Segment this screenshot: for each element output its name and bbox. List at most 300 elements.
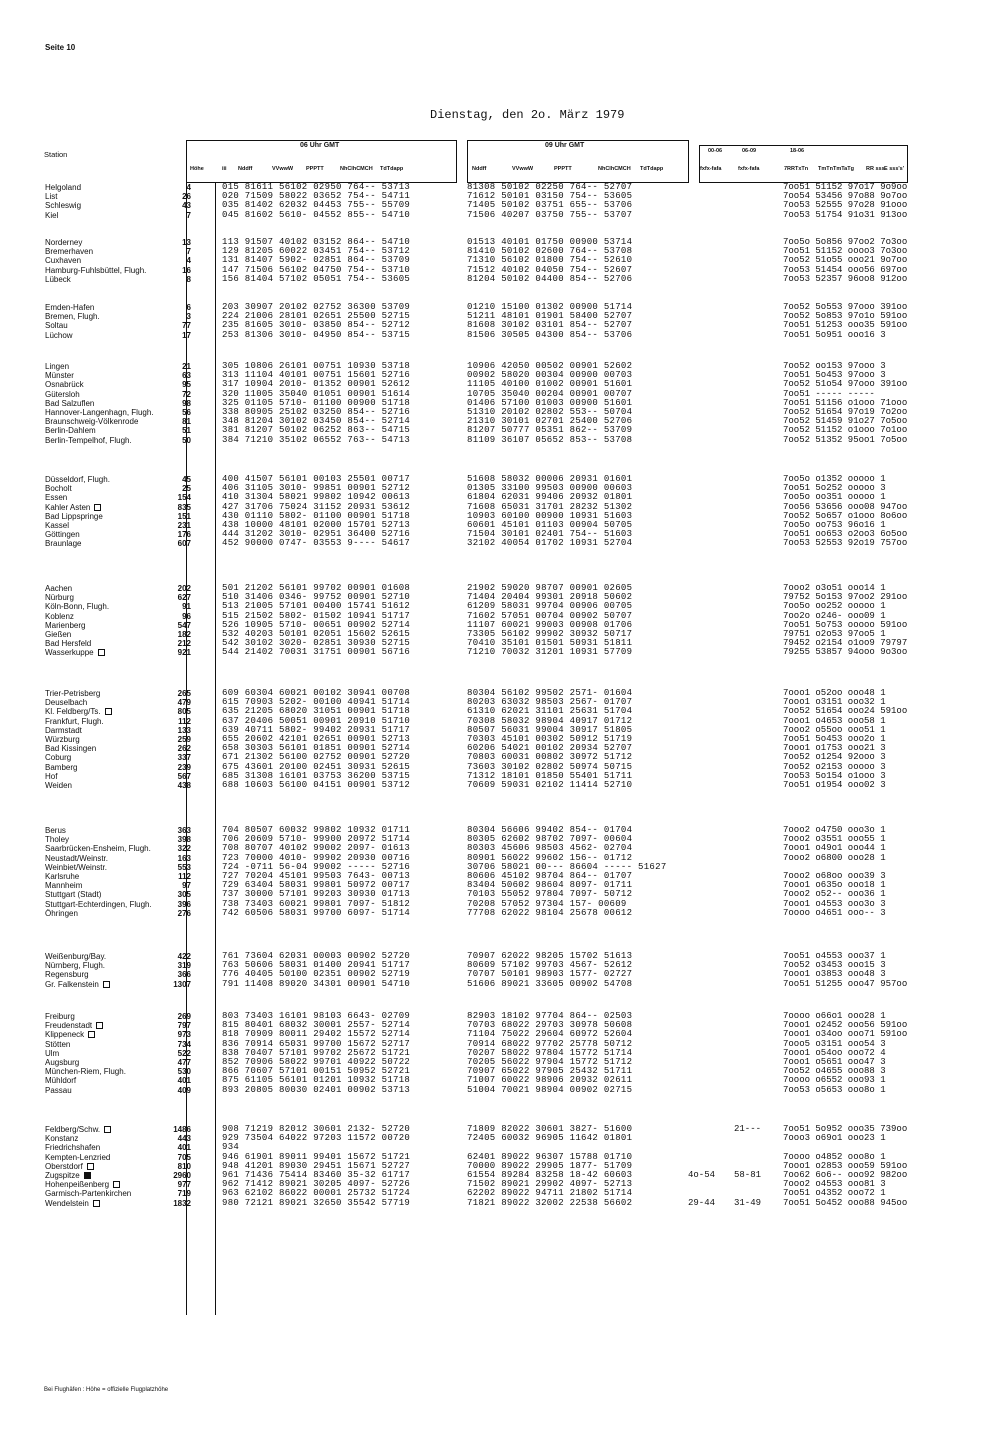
extra-18-06-values: 7oo51 o1954 ooo02 3: [783, 779, 886, 790]
station-altitude: 705: [177, 1152, 191, 1162]
station-name: [45, 521, 69, 530]
extra-18-06-values: 79255 53857 94ooo 9o3oo: [783, 647, 908, 658]
obs-06-gmt: 338 80905 25102 03250 854-- 52716: [222, 406, 411, 417]
station-name-text: Bocholt: [45, 484, 72, 494]
station-name-text: Bremerhaven: [45, 247, 94, 257]
col06-nddff: Nddff: [238, 166, 253, 172]
obs-06-gmt: 348 81204 30102 03450 854-- 52714: [222, 416, 411, 427]
station-name-text: Freudenstadt: [45, 1021, 93, 1031]
extra-sub-1: fxfx-fafa: [700, 166, 722, 172]
obs-06-gmt: 113 91507 40102 03152 864-- 54710: [222, 237, 411, 247]
open-square-marker: [105, 708, 112, 715]
station-name: [45, 980, 110, 989]
station-altitude: 977: [177, 1180, 191, 1190]
station-name: [45, 970, 89, 979]
obs-06-gmt: 325 01105 5710- 01100 00900 51718: [222, 397, 411, 408]
station-name-text: Stuttgart (Stadt): [45, 890, 102, 900]
station-name-text: Kiel: [45, 210, 59, 220]
obs-09-gmt: 70907 62022 98205 15702 51613: [467, 951, 633, 961]
station-altitude: 21: [182, 362, 191, 371]
obs-09-gmt: 01305 33100 99503 00900 00603: [467, 483, 633, 494]
station-name-text: Augsburg: [45, 1057, 80, 1067]
obs-06-gmt: 685 31308 16101 03753 36200 53715: [222, 770, 411, 781]
station-altitude: 202: [177, 584, 191, 593]
station-name: [45, 872, 79, 881]
open-square-marker: [98, 649, 105, 656]
station-name: [45, 648, 105, 657]
extra-06-09: 06-09: [742, 148, 757, 154]
obs-06-gmt: 203 30907 20102 02752 36300 53709: [222, 302, 411, 312]
open-square-marker: [88, 1031, 95, 1038]
station-name: [45, 763, 77, 772]
extra-18-06-values: 7oo56 53656 ooo08 947oo: [783, 501, 908, 512]
station-name: [45, 201, 81, 210]
block09-title: 09 Uhr GMT: [545, 142, 585, 149]
station-marker: [99, 980, 110, 989]
station-altitude: 81: [182, 417, 191, 427]
obs-06-gmt: 761 73604 62031 00003 00902 52720: [222, 951, 411, 961]
extra-18-06-values: 7oo5o oo753 96o16 1: [783, 519, 886, 530]
station-altitude: 734: [177, 1039, 191, 1049]
station-name: [45, 390, 80, 399]
station-name: [45, 256, 81, 265]
station-name-text: Kempten-Lenzried: [45, 1152, 111, 1162]
obs-06-gmt: 704 80507 60032 99802 10932 01711: [222, 825, 411, 835]
station-name-text: Lübeck: [45, 274, 71, 284]
extra-18-06-values: 7ooo2 o4750 ooo3o 1: [783, 825, 886, 835]
station-name: [45, 1076, 76, 1085]
station-altitude: 835: [177, 502, 191, 512]
station-name-text: Berlin-Tempelhof, Flugh.: [45, 435, 132, 445]
obs-06-gmt: 045 81602 5610- 04552 855-- 54710: [222, 209, 411, 220]
obs-09-gmt: 71502 89021 29902 4097- 52713: [467, 1179, 633, 1190]
station-altitude: 805: [177, 707, 191, 717]
station-altitude: 1486: [173, 1125, 191, 1134]
obs-09-gmt: 60206 54021 00102 20934 52707: [467, 743, 633, 754]
station-name-text: Braunschweig-Völkenrode: [45, 417, 139, 427]
station-name-text: Koblenz: [45, 611, 74, 621]
obs-09-gmt: 70914 68022 97702 25778 50712: [467, 1038, 633, 1049]
obs-06-gmt: 875 61105 56101 01201 10932 51718: [222, 1075, 411, 1086]
station-group: [0, 303, 1000, 340]
extra-18-06-values: 7oo53 o5653 ooo8o 1: [783, 1084, 886, 1095]
station-name: [45, 961, 105, 970]
obs-09-gmt: 81308 50102 02250 764-- 52707: [467, 182, 633, 192]
obs-06-gmt: 893 20805 80030 02401 00902 53713: [222, 1084, 411, 1095]
extra-18-06-values: 7ooo1 o635o ooo18 1: [783, 880, 886, 891]
extra-18-06-values: 7oo5o oo351 ooooo 1: [783, 492, 886, 503]
table-row: [0, 909, 1000, 918]
obs-09-gmt: 70303 45101 00302 50912 51719: [467, 733, 633, 744]
col06-td: TdTdapp: [380, 166, 404, 172]
station-group: [0, 584, 1000, 658]
station-altitude: 438: [177, 780, 191, 790]
obs-09-gmt: 80507 56031 99004 30917 51805: [467, 724, 633, 735]
extra-18-06-values: 7oo52 5o553 97ooo 391oo: [783, 302, 908, 312]
station-name-text: Mühldorf: [45, 1076, 77, 1086]
extra-18-06-values: 7ooo5 o3151 ooo54 3: [783, 1038, 886, 1049]
station-altitude: 176: [177, 530, 191, 540]
station-altitude: 50: [182, 435, 191, 445]
station-altitude: 547: [177, 620, 191, 630]
col-iii: iii: [222, 166, 227, 172]
obs-09-gmt: 71809 82022 30601 3827- 51600: [467, 1124, 633, 1134]
station-marker: [80, 1171, 91, 1180]
station-name-text: List: [45, 192, 58, 202]
station-name-text: Bad Kissingen: [45, 744, 97, 754]
extra-18-06-values: 7oooo o4651 ooo-- 3: [783, 907, 886, 918]
obs-09-gmt: 51211 48101 01901 58400 52707: [467, 311, 633, 322]
station-altitude: 553: [177, 862, 191, 872]
station-name: [45, 881, 82, 890]
station-name: [45, 602, 109, 611]
extra-18-06-values: 7oo51 5o252 ooooo 3: [783, 483, 886, 494]
table-row: [0, 1086, 1000, 1095]
extra-18-06-values: 7oo5o 5o856 97oo2 7o3oo: [783, 237, 908, 247]
obs-06-gmt: 962 71412 89021 30205 4097- 52726: [222, 1179, 411, 1190]
station-name-text: Ulm: [45, 1048, 60, 1058]
station-altitude: 567: [177, 771, 191, 781]
col09-td: TdTdapp: [640, 166, 664, 172]
station-name-text: Kl. Feldberg/Ts.: [45, 707, 101, 717]
station-marker: [84, 1030, 95, 1039]
station-altitude: 363: [177, 826, 191, 835]
station-name-text: Garmisch-Partenkirchen: [45, 1189, 132, 1199]
obs-09-gmt: 70207 58022 97804 15772 51714: [467, 1047, 633, 1058]
extra-18-06-values: 7oo53 52555 97o28 91ooo: [783, 200, 908, 211]
extra-18-06-values: 7oo51 o4553 ooo37 1: [783, 951, 886, 961]
obs-09-gmt: 21902 59020 98707 00901 02605: [467, 583, 633, 593]
station-altitude: 7: [186, 247, 191, 257]
table-row: [0, 1199, 1000, 1208]
station-name: [45, 539, 81, 548]
station-name: [45, 639, 91, 648]
obs-09-gmt: 70410 35101 01501 50931 51811: [467, 638, 633, 649]
station-name: [45, 1189, 131, 1198]
station-altitude: 1307: [173, 979, 191, 989]
obs-06-gmt: 406 31105 3010- 99851 00901 52712: [222, 483, 411, 494]
station-altitude: 7: [186, 210, 191, 220]
obs-09-gmt: 10903 60100 00900 10931 51603: [467, 510, 633, 521]
extra-18-06-values: 7ooo1 o2452 ooo56 591oo: [783, 1020, 908, 1031]
obs-06-gmt: 655 20602 42101 02651 00901 52713: [222, 733, 411, 744]
station-name: [45, 689, 100, 698]
obs-09-gmt: 51004 70021 98904 00902 02715: [467, 1084, 633, 1095]
station-name: [45, 612, 74, 621]
obs-09-gmt: 80203 63032 98503 2567- 01707: [467, 697, 633, 708]
obs-09-gmt: 71612 50101 03150 754-- 53605: [467, 191, 633, 202]
obs-06-gmt: 147 71506 56102 04750 754-- 53710: [222, 264, 411, 275]
station-name-text: Regensburg: [45, 970, 89, 980]
station-altitude: 97: [182, 881, 191, 891]
obs-06-gmt: 427 31706 75024 31152 20931 53612: [222, 501, 411, 512]
obs-09-gmt: 71007 60022 98906 20932 02611: [467, 1075, 633, 1086]
station-name-text: Düsseldorf, Flugh.: [45, 475, 110, 484]
obs-09-gmt: 70907 65022 97905 25432 51711: [467, 1066, 633, 1077]
station-altitude: 96: [182, 611, 191, 621]
obs-06-gmt: 156 81404 57102 05051 754-- 53605: [222, 273, 411, 284]
extra-18-06-values: 7ooo1 o5651 ooo47 3: [783, 1056, 886, 1067]
station-name-text: Köln-Bonn, Flugh.: [45, 602, 110, 612]
obs-06-gmt: 929 73504 64022 97203 11572 00720: [222, 1133, 411, 1144]
extra-18-06-values: 7ooo1 o49o1 ooo44 1: [783, 843, 886, 854]
open-square-marker: [104, 1126, 111, 1133]
station-marker: [101, 707, 112, 716]
station-name: [45, 584, 72, 593]
station-name-text: Bremen, Flugh.: [45, 312, 100, 322]
obs-06-gmt: 866 70607 57101 00151 50952 52721: [222, 1066, 411, 1077]
station-name: [45, 211, 58, 220]
obs-09-gmt: 01210 15100 01302 00900 51714: [467, 302, 633, 312]
obs-09-gmt: 71602 57051 00704 00902 50707: [467, 610, 633, 621]
station-name-text: Berus: [45, 826, 66, 835]
station-name-text: Karlsruhe: [45, 871, 80, 881]
obs-09-gmt: 61554 89284 83258 18-42 60603: [467, 1169, 633, 1180]
extra-18-06-values: 7ooo1 o1753 ooo21 3: [783, 743, 886, 754]
station-name: [45, 753, 71, 762]
station-altitude: 163: [177, 853, 191, 863]
extra-18-06-values: 7ooo2 o52-- ooo36 1: [783, 889, 886, 900]
obs-09-gmt: 71504 30101 02401 754-- 51603: [467, 529, 633, 540]
station-name-text: Essen: [45, 493, 68, 503]
extra-18-06-values: 7oo2o o246- ooo09 1: [783, 610, 886, 621]
station-name: [45, 380, 84, 389]
extra-18-06-values: 7ooo2 o55oo ooo51 1: [783, 724, 886, 735]
station-name: [45, 475, 110, 484]
extra-18-06-values: 7oo51 o4352 ooo72 1: [783, 1188, 886, 1199]
station-name-text: Gr. Falkenstein: [45, 979, 99, 989]
station-marker: [89, 1199, 100, 1208]
obs-09-gmt: 61804 62031 99406 20932 01801: [467, 492, 633, 503]
obs-09-gmt: 83404 50602 98604 8097- 01711: [467, 880, 633, 891]
col09-vvwww: VVwwW: [512, 166, 534, 172]
extra-18-06-values: 7oo51 5o753 ooooo 591oo: [783, 619, 908, 630]
station-name: [45, 890, 101, 899]
station-altitude: 3: [186, 312, 191, 322]
station-name: [45, 331, 73, 340]
obs-09-gmt: 81207 50777 05351 862-- 53709: [467, 425, 633, 436]
extra-18-06-values: 7oo52 51o54 97ooo 391oo: [783, 379, 908, 390]
obs-06-gmt: 020 71509 58022 03652 754-- 54711: [222, 191, 411, 202]
obs-06-gmt: 763 50606 58031 01400 20941 51717: [222, 960, 411, 971]
station-name-text: Frankfurt, Flugh.: [45, 716, 104, 726]
station-name-text: Neustadt/Weinstr.: [45, 853, 108, 863]
station-name: [45, 1162, 94, 1171]
station-altitude: 13: [182, 238, 191, 247]
obs-09-gmt: 71104 75022 29604 60972 52604: [467, 1029, 633, 1040]
station-name: [45, 1086, 72, 1095]
station-altitude: 231: [177, 520, 191, 530]
station-name: [45, 1125, 111, 1134]
station-name-text: Weinbiet/Weinstr.: [45, 862, 107, 872]
obs-06-gmt: 639 40711 5802- 99402 20931 51717: [222, 724, 411, 735]
station-name: [45, 835, 69, 844]
station-name-text: Aachen: [45, 584, 73, 593]
station-name-text: Hof: [45, 771, 58, 781]
extra-18-06-values: 7oo51 5o452 ooo88 945oo: [783, 1197, 908, 1208]
station-name: [45, 909, 78, 918]
station-altitude: 4: [186, 183, 191, 192]
station-altitude: 522: [177, 1048, 191, 1058]
page-title: Dienstag, den 2o. März 1979: [430, 108, 625, 122]
col09-nddff: Nddff: [472, 166, 487, 172]
extra-18-06-values: 7ooo2 o4553 ooo81 3: [783, 1179, 886, 1190]
obs-06-gmt: 544 21402 70031 31751 00901 56716: [222, 647, 411, 658]
extra-18-06-values: 7oo52 o4655 ooo88 3: [783, 1066, 886, 1077]
station-altitude: 607: [177, 539, 191, 549]
obs-09-gmt: 21310 30101 02701 25400 52706: [467, 416, 633, 427]
station-name: [45, 863, 107, 872]
obs-06-gmt: 961 71436 75414 83460 35-32 61717: [222, 1169, 411, 1180]
extra-06-09-value: 21---: [734, 1124, 762, 1134]
extra-18-06-values: 7oo52 oo153 97ooo 3: [783, 361, 886, 371]
obs-09-gmt: 81204 50102 04400 854-- 52706: [467, 273, 633, 284]
station-name: [45, 247, 93, 256]
station-name-text: Stuttgart-Echterdingen, Flugh.: [45, 899, 152, 909]
obs-06-gmt: 818 70909 80011 29402 15572 52714: [222, 1029, 411, 1040]
obs-09-gmt: 71405 50102 03751 655-- 53706: [467, 200, 633, 211]
obs-09-gmt: 70707 50101 98903 1577- 02727: [467, 969, 633, 980]
obs-06-gmt: 400 41507 56101 00103 25501 00717: [222, 474, 411, 484]
station-name-text: Wasserkuppe: [45, 648, 94, 658]
obs-09-gmt: 81608 30102 03101 854-- 52707: [467, 320, 633, 331]
obs-06-gmt: 948 41201 89030 29451 15671 52727: [222, 1160, 411, 1171]
station-altitude: 401: [177, 1143, 191, 1153]
station-name-text: Osnabrück: [45, 380, 84, 390]
extra-18-06-values: 7oooo o6552 ooo93 1: [783, 1075, 886, 1086]
station-name: [45, 772, 57, 781]
station-altitude: 810: [177, 1161, 191, 1171]
obs-09-gmt: 01406 57100 01003 00900 51601: [467, 397, 633, 408]
extra-18-06-values: 7ooo1 o54oo ooo72 4: [783, 1047, 886, 1058]
station-name: [45, 621, 85, 630]
station-altitude: 265: [177, 689, 191, 698]
station-name-text: Braunlage: [45, 539, 82, 549]
station-altitude: 6: [186, 303, 191, 312]
obs-09-gmt: 70803 60031 00802 30972 51712: [467, 752, 633, 763]
obs-06-gmt: 738 73403 60021 99801 7097- 51812: [222, 898, 411, 909]
col09-nh: NhClhCMCH: [598, 166, 631, 172]
table-row: [0, 980, 1000, 989]
obs-06-gmt: 501 21202 56101 99702 00901 01608: [222, 583, 411, 593]
obs-06-gmt: 791 11408 89020 34301 00901 54710: [222, 978, 411, 989]
obs-06-gmt: 235 81605 3010- 03850 854-- 52712: [222, 320, 411, 331]
extra-18-06-values: 7ooo3 o69o1 ooo23 1: [783, 1133, 886, 1144]
station-altitude: 269: [177, 1012, 191, 1021]
station-altitude: 45: [182, 475, 191, 484]
obs-06-gmt: 224 21006 28101 02651 25500 52715: [222, 311, 411, 322]
obs-09-gmt: 51310 20102 02802 553-- 50704: [467, 406, 633, 417]
obs-06-gmt: 532 40203 50101 02051 15602 52615: [222, 628, 411, 639]
extra-18-06-values: 7oo5o oo252 ooooo 1: [783, 601, 886, 612]
obs-09-gmt: 81506 30505 04300 854-- 53706: [467, 329, 633, 340]
extra-18-06-values: 7oo52 o1254 92ooo 3: [783, 752, 886, 763]
station-altitude: 95: [182, 380, 191, 390]
open-square-marker: [87, 1163, 94, 1170]
col09-ppptt: PPPTT: [554, 166, 572, 172]
obs-09-gmt: 70308 58032 98904 40917 01712: [467, 715, 633, 726]
station-name-text: Hamburg-Fuhlsbüttel, Flugh.: [45, 265, 147, 275]
station-altitude: 26: [182, 192, 191, 202]
station-name: [45, 426, 96, 435]
obs-09-gmt: 71312 18101 01850 55401 51711: [467, 770, 633, 781]
extra-00-06-value: 4o-54: [688, 1169, 716, 1180]
station-name: [45, 312, 100, 321]
station-name: [45, 707, 112, 716]
obs-06-gmt: 706 20609 5710- 99900 20972 51714: [222, 834, 411, 845]
obs-06-gmt: 615 70903 5202- 00100 40941 51714: [222, 697, 411, 708]
extra-18-06-values: 7oo51 ----- -----: [783, 388, 875, 399]
extra-18-06-values: 7oo52 51o55 ooo21 9o7oo: [783, 255, 908, 266]
station-name: [45, 1134, 78, 1143]
filled-square-marker: [84, 1172, 91, 1179]
extra-18-06-values: 7oo51 5o453 97ooo 3: [783, 370, 886, 381]
extra-18-06-values: 7oo52 5o657 o1ooo 8o6oo: [783, 510, 908, 521]
obs-06-gmt: 131 81407 5902- 02851 864-- 53709: [222, 255, 411, 266]
extra-06-09-value: 31-49: [734, 1197, 762, 1208]
extra-18-06-values: 7oo5o o1352 ooooo 1: [783, 474, 886, 484]
station-name-text: Öhringen: [45, 908, 78, 918]
extra-18-06-values: 7ooo1 o4653 ooo58 1: [783, 715, 886, 726]
station-altitude: 530: [177, 1067, 191, 1077]
obs-09-gmt: 30706 58021 00--- 86604 ----- 51627: [467, 861, 667, 872]
station-name-text: Friedrichshafen: [45, 1143, 101, 1153]
extra-18-06-values: 7oo51 oo653 o2oo3 6o5oo: [783, 529, 908, 540]
extra-18-06-values: 7oo52 51352 95oo1 7o5oo: [783, 434, 908, 445]
extra-18-06-values: 7oo53 51454 ooo56 697oo: [783, 264, 908, 275]
obs-06-gmt: 635 21205 68020 31051 00901 51718: [222, 706, 411, 717]
station-name: [45, 1067, 126, 1076]
station-name-text: Nürnberg, Flugh.: [45, 961, 106, 971]
obs-06-gmt: 658 30303 56101 01851 00901 52714: [222, 743, 411, 754]
extra-18-06-values: 7oo54 53456 97o88 9o7oo: [783, 191, 908, 202]
station-name: [45, 844, 151, 853]
page-number: Seite 10: [45, 43, 76, 52]
station-name-text: Würzburg: [45, 734, 80, 744]
obs-09-gmt: 80901 56022 99602 156-- 01712: [467, 852, 633, 863]
extra-18-06-values: 7oo62 6o6-- ooo92 982oo: [783, 1169, 908, 1180]
station-name-text: Bad Hersfeld: [45, 639, 92, 649]
station-name-text: Helgoland: [45, 183, 82, 192]
extra-18-06-values: 79751 o2o53 97oo5 1: [783, 628, 886, 639]
station-name-text: Kassel: [45, 520, 70, 530]
obs-09-gmt: 82903 18102 97704 864-- 02503: [467, 1011, 633, 1021]
station-group: [0, 689, 1000, 790]
table-row: [0, 331, 1000, 340]
table-row: [0, 275, 1000, 284]
station-altitude: 72: [182, 389, 191, 399]
obs-06-gmt: 980 72121 89021 32650 35542 57719: [222, 1197, 411, 1208]
station-altitude: 366: [177, 970, 191, 980]
station-name: [45, 630, 71, 639]
station-altitude: 398: [177, 835, 191, 845]
station-name-text: Bamberg: [45, 762, 78, 772]
station-group: [0, 826, 1000, 918]
station-name: [45, 735, 80, 744]
station-altitude: 797: [177, 1021, 191, 1031]
station-name-text: Soltau: [45, 321, 68, 331]
obs-06-gmt: 723 70000 4010- 99902 20930 00716: [222, 852, 411, 863]
station-name-text: Hohenpeißenberg: [45, 1180, 110, 1190]
obs-09-gmt: 61310 62021 31101 25631 51704: [467, 706, 633, 717]
extra-18-06-values: 7ooo1 o2853 ooo59 591oo: [783, 1160, 908, 1171]
station-marker: [109, 1180, 120, 1189]
extra-18-06-values: 7oo53 52357 96oo8 912oo: [783, 273, 908, 284]
col06-nh: NhClhCMCH: [340, 166, 373, 172]
extra-sub-2: fxfx-fafa: [738, 166, 760, 172]
obs-09-gmt: 51608 58032 00006 20931 01601: [467, 474, 633, 484]
station-name-text: Stötten: [45, 1039, 71, 1049]
